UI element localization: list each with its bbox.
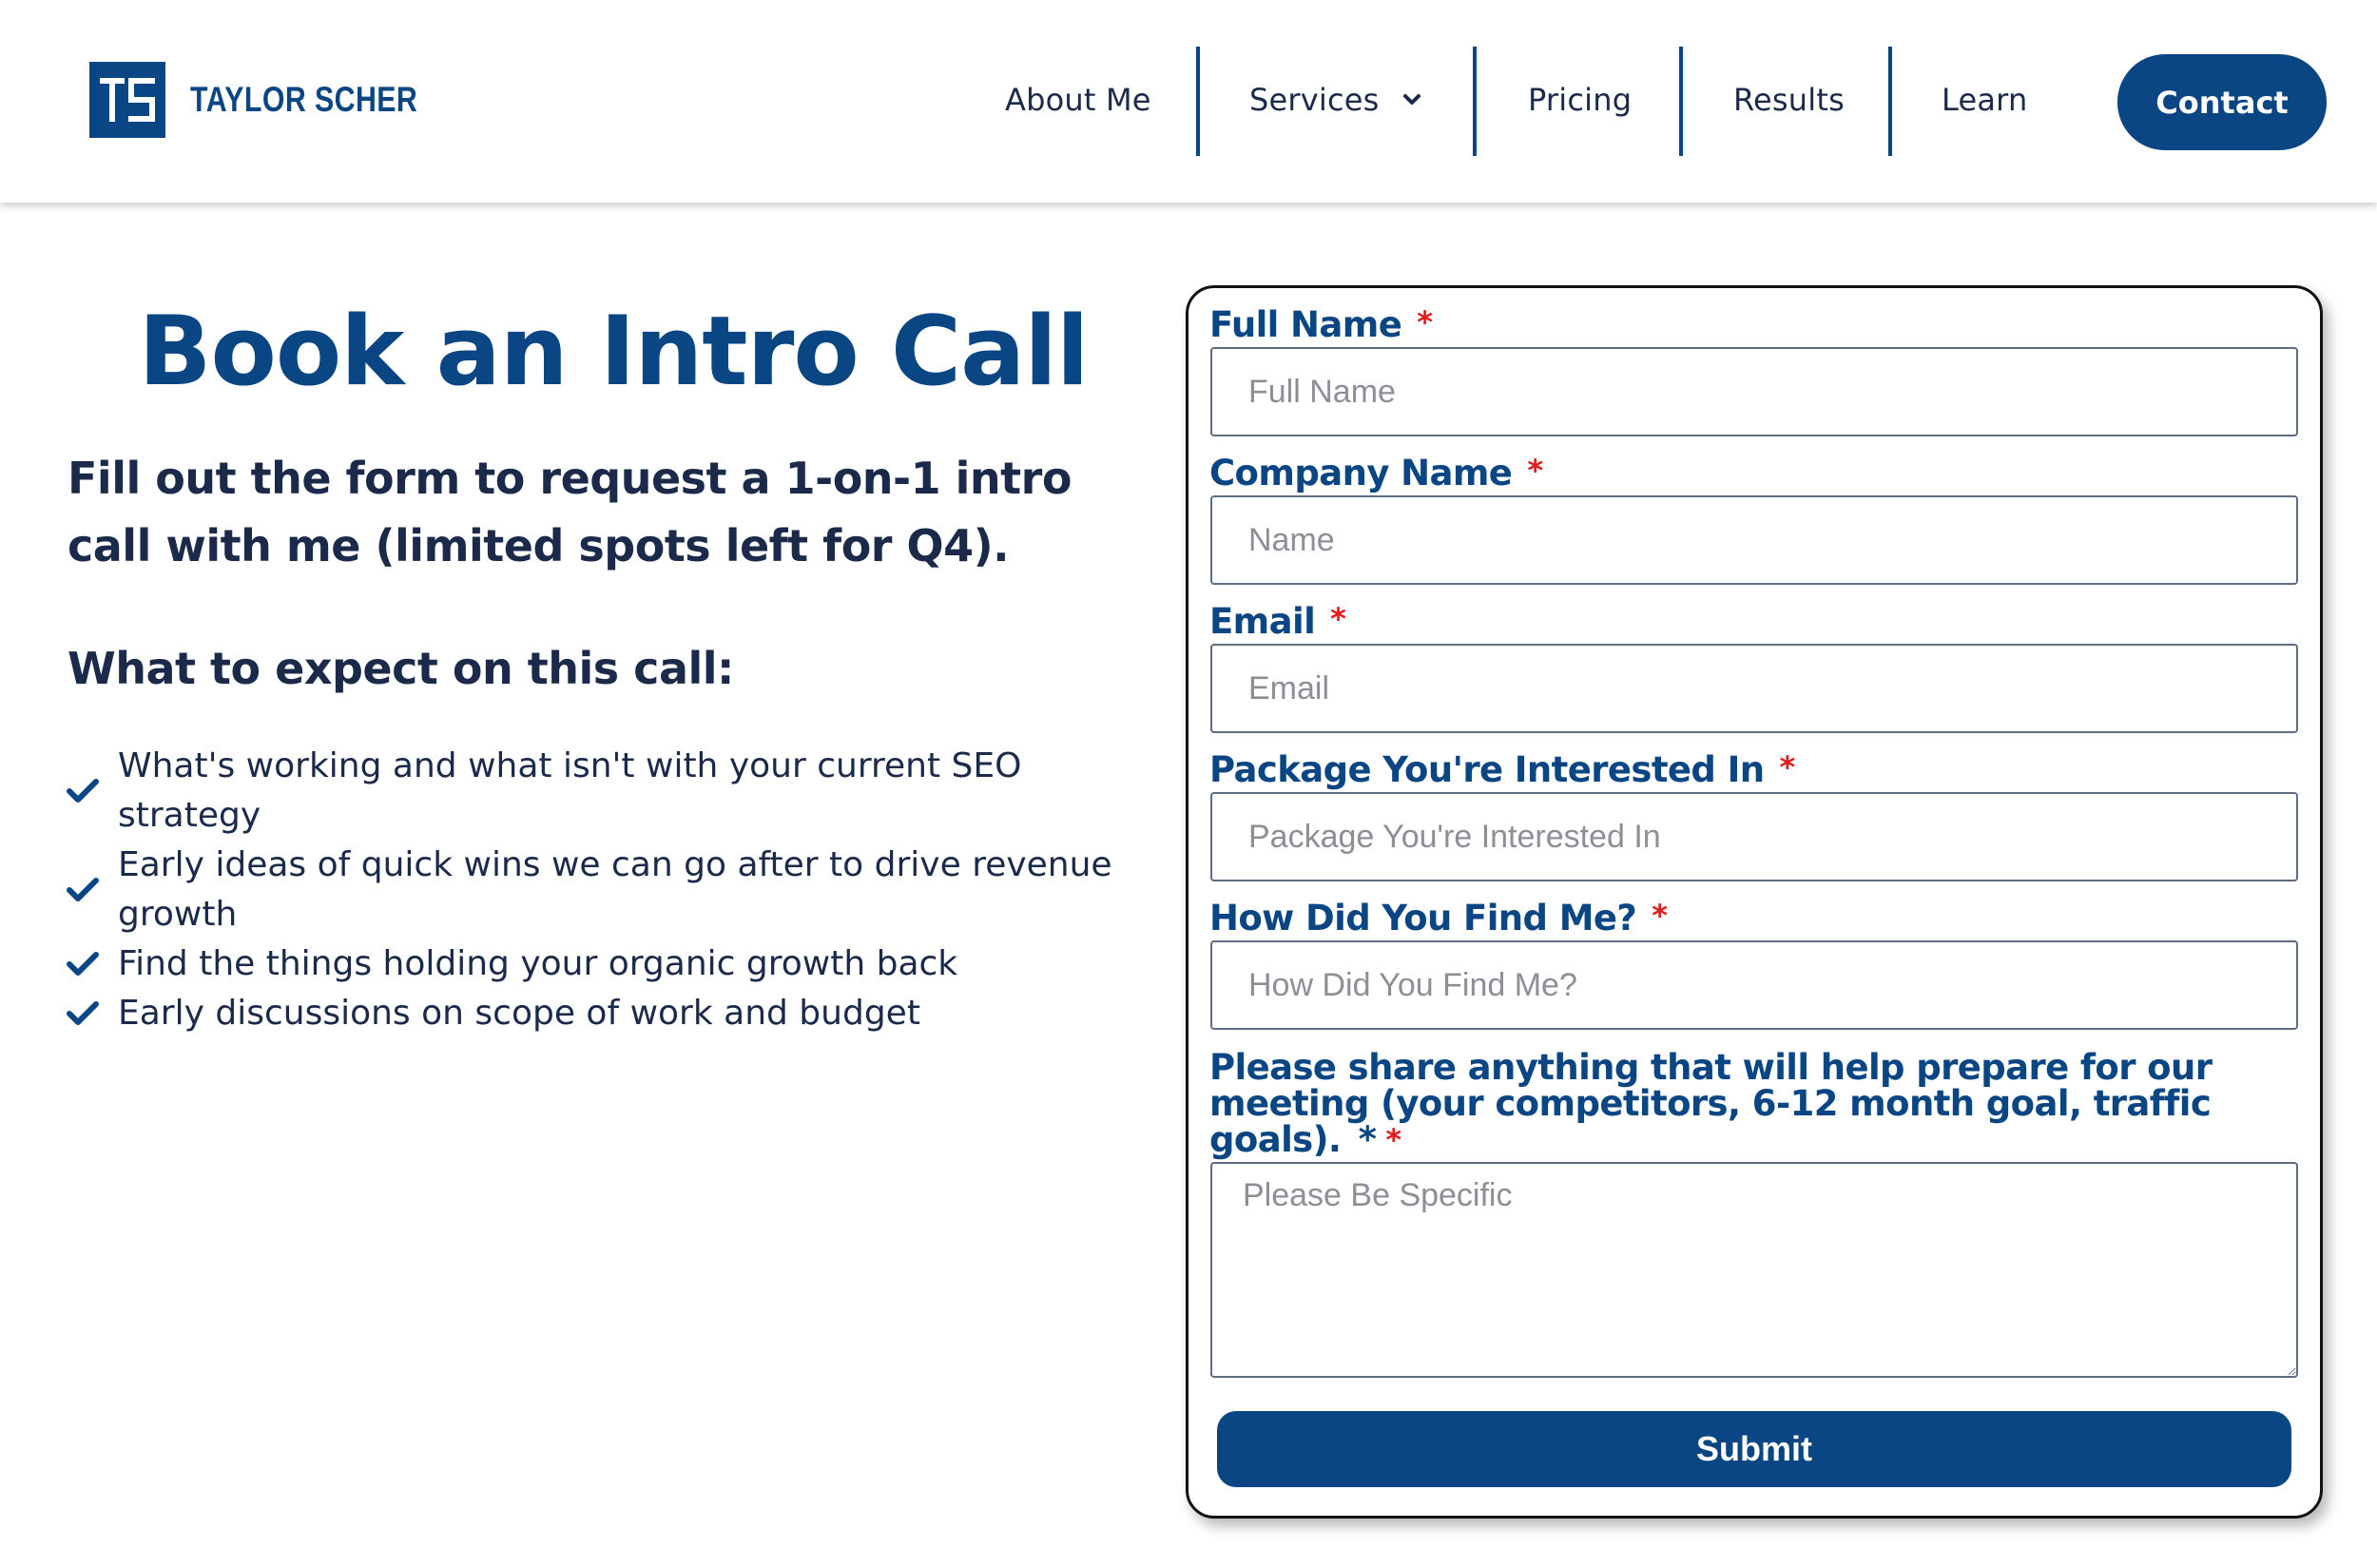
site-header xyxy=(0,0,2377,203)
list-item-text: Find the things holding your organic growth back xyxy=(118,944,958,983)
notes-textarea[interactable] xyxy=(1210,1162,2298,1378)
required-mark: * xyxy=(1779,749,1795,785)
required-mark: * xyxy=(1417,304,1433,340)
package-label xyxy=(1209,749,1795,790)
list-item-text: What's working and what isn't with your current SEO strategy xyxy=(118,746,1022,835)
notes-label xyxy=(1209,1047,2293,1160)
logo-link[interactable] xyxy=(89,62,468,138)
list-item xyxy=(67,939,1169,989)
how-found-label-text: How Did You Find Me? xyxy=(1209,898,1637,939)
nav-divider xyxy=(1196,47,1200,156)
full-name-label-text: Full Name xyxy=(1209,304,1402,345)
contact-button[interactable]: Contact xyxy=(2117,54,2327,150)
chevron-down-icon xyxy=(1402,93,1421,106)
check-icon xyxy=(67,1000,101,1027)
list-item-text: Early discussions on scope of work and budget xyxy=(118,994,920,1033)
nav-services[interactable] xyxy=(1249,67,1421,133)
package-label-text: Package You're Interested In xyxy=(1209,749,1765,790)
logo-text: TAYLOR SCHER xyxy=(190,80,418,119)
email-input[interactable] xyxy=(1210,644,2298,733)
package-input[interactable] xyxy=(1210,792,2298,881)
company-name-label-text: Company Name xyxy=(1209,453,1513,494)
how-found-input[interactable] xyxy=(1210,940,2298,1030)
nav-pricing[interactable]: Pricing xyxy=(1528,82,1633,118)
page-title: Book an Intro Call xyxy=(138,295,1089,407)
required-mark: * xyxy=(1330,601,1346,637)
company-name-input[interactable] xyxy=(1210,495,2298,585)
required-mark: * xyxy=(1527,453,1543,489)
email-label xyxy=(1209,601,1345,642)
nav-divider xyxy=(1473,47,1477,156)
list-item-text: Early ideas of quick wins we can go after to drive revenue growth xyxy=(118,845,1112,934)
list-item xyxy=(67,841,1169,939)
check-icon xyxy=(67,877,101,903)
nav-results[interactable]: Results xyxy=(1733,82,1845,118)
nav-learn[interactable]: Learn xyxy=(1942,82,2028,118)
expect-heading: What to expect on this call: xyxy=(68,643,734,694)
how-found-label xyxy=(1209,898,1667,939)
nav-divider xyxy=(1888,47,1892,156)
notes-label-text: Please share anything that will help prepare for our meeting (your competitors, 6-12 month goal, traffic goals). xyxy=(1209,1047,2213,1160)
logo-icon xyxy=(89,62,165,138)
list-item xyxy=(67,742,1169,841)
submit-button[interactable]: Submit xyxy=(1217,1411,2291,1487)
company-name-label xyxy=(1209,453,1542,494)
full-name-label xyxy=(1209,304,1432,345)
notes-inline-mark: * xyxy=(1358,1119,1377,1160)
check-icon xyxy=(67,951,101,978)
nav-divider xyxy=(1679,47,1683,156)
email-label-text: Email xyxy=(1209,601,1316,642)
list-item xyxy=(67,989,1169,1038)
required-mark: * xyxy=(1385,1122,1401,1158)
hero-subtitle: Fill out the form to request a 1-on-1 intro call with me (limited spots left for Q4). xyxy=(68,453,1072,571)
check-icon xyxy=(67,778,101,804)
expectations-list xyxy=(67,742,1169,1038)
full-name-input[interactable] xyxy=(1210,347,2298,436)
nav-about-me[interactable]: About Me xyxy=(1005,82,1151,118)
nav-services-label: Services xyxy=(1249,82,1380,118)
required-mark: * xyxy=(1652,898,1668,934)
